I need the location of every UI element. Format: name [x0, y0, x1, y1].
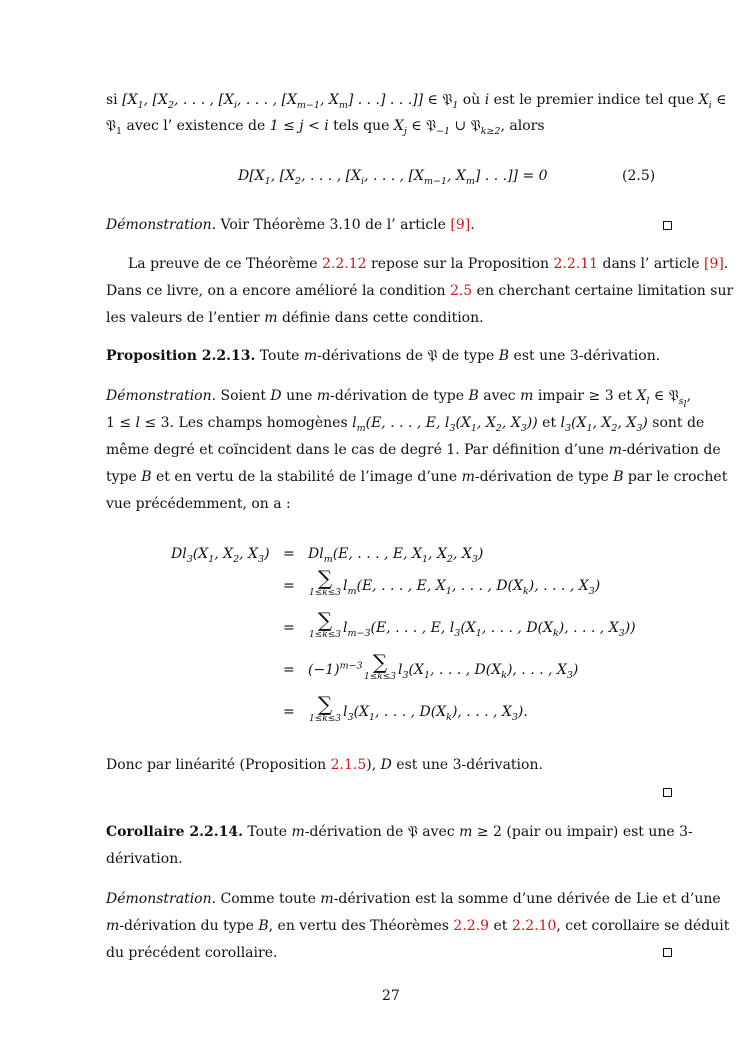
citation-link[interactable]: [9] [704, 256, 724, 272]
proof-2-line-4: type B et en vertu de la stabilité de l’image d’une m-dérivation de type B par le crochet [106, 469, 728, 485]
qed-symbol [663, 221, 672, 230]
proof-3-line-2: m-dérivation du type B, en vertu des Théorèmes 2.2.9 et 2.2.10, cet corollaire se déduit [106, 918, 730, 934]
eqarray-rhs-3: $l_{m-3}(E$, . . . , E, $l_3(X_1$, . . . , $D(X_k)$, . . . , $X_3$)) [343, 620, 636, 639]
ref-theorem-link[interactable]: 2.2.9 [453, 918, 490, 934]
proof-3-line-1: Démonstration. Comme toute m-dérivation est la somme d’une dérivée de Lie et d’une [106, 891, 721, 907]
eqarray-rhs-2: $l_m(E$, . . . , E, $X_1$, . . . , $D(X_k)$, . . . , $X_3$) [343, 578, 601, 597]
paragraph-line-2: Dans ce livre, on a encore amélioré la condition 2.5 en cherchant certaine limitation sur [106, 283, 734, 299]
eqarray-rhs-4b: $l_3(X_1$, . . . , $D(X_k)$, . . . , $X_3$) [398, 662, 579, 681]
corollary-2-2-14: Corollaire 2.2.14. Toute m-dérivation de 𝔓 avec m ≥ 2 (pair ou impair) est une 3- [106, 824, 693, 840]
eqarray-rhs-5: $l_3(X_1$, . . . , $D(X_k)$, . . . , $X_3$). [343, 704, 528, 723]
proof-3-line-3: du précédent corollaire. [106, 945, 278, 961]
ref-theorem-link[interactable]: 2.2.10 [511, 918, 557, 934]
proof-2-line-5: vue précédemment, on a : [106, 496, 291, 512]
proof-2-line-2: 1 ≤ l ≤ 3. Les champs homogènes $l_m(E$, . . . , E, $l_3(X_1$, $X_2$, $X_3$)) et $l_3(X_1$, $X_2$, $X_3$) sont de [106, 415, 705, 434]
eqarray-rhs-1: $Dl_m(E$, . . . , E, $X_1$, $X_2$, $X_3$) [308, 546, 484, 565]
equation-number: (2.5) [622, 168, 656, 184]
summation: ∑ 1≤k≤3 [309, 692, 341, 724]
summation: ∑ 1≤k≤3 [309, 608, 341, 640]
lemma-line-1: si [$X_1$, [$X_2$, . . . , [$X_i$, . . . , [$X_{m-1}$, $X_m$] . . .] . . .]] ∈ 𝔓$_1$ où i est le premier indice tel que $X_i$ ∈ [106, 92, 727, 111]
eq-sign: = [283, 546, 295, 562]
ref-proposition-link[interactable]: 2.1.5 [330, 757, 367, 773]
eq-sign: = [283, 578, 295, 594]
ref-proposition-link[interactable]: 2.2.11 [553, 256, 599, 272]
ref-theorem-link[interactable]: 2.2.12 [322, 256, 367, 272]
proof-2-line-1: Démonstration. Soient D une m-dérivation de type B avec m impair ≥ 3 et $X_l$ ∈ 𝔓$_{s_l}$, [106, 388, 692, 410]
eq-sign: = [283, 662, 295, 678]
qed-symbol [663, 788, 672, 797]
corollary-line-2: dérivation. [106, 851, 183, 867]
paragraph-line-3: les valeurs de l’entier m définie dans cette condition. [106, 310, 484, 326]
summation: ∑ 1≤k≤3 [364, 650, 396, 682]
proof-1: Démonstration. Voir Théorème 3.10 de l’ article [9]. [106, 217, 475, 233]
proposition-2-2-13: Proposition 2.2.13. Toute m-dérivations de 𝔓 de type B est une 3-dérivation. [106, 348, 661, 364]
proof-2-line-3: même degré et coïncident dans le cas de degré 1. Par définition d’une m-dérivation de [106, 442, 721, 458]
citation-link[interactable]: [9] [450, 217, 471, 233]
lemma-line-2: 𝔓$_1$ avec l’ existence de 1 ≤ j < i tels que $X_j$ ∈ 𝔓$_{-1}$ ∪ 𝔓$_{k\ge 2}$, alors [106, 118, 545, 137]
eq-sign: = [283, 704, 295, 720]
eqarray-row-1: $Dl_3(X_1$, $X_2$, $X_3$) [171, 546, 270, 565]
summation: ∑ 1≤k≤3 [309, 566, 341, 598]
proof-2-conclusion: Donc par linéarité (Proposition 2.1.5), D est une 3-dérivation. [106, 757, 543, 773]
page-number: 27 [382, 988, 400, 1004]
equation-2-5: $D[X_1$, [$X_2$, . . . , [$X_i$, . . . , [$X_{m-1}$, $X_m$] . . .]] = 0 [238, 168, 548, 187]
eq-sign: = [283, 620, 295, 636]
ref-equation-link[interactable]: 2.5 [449, 283, 473, 299]
qed-symbol [663, 948, 672, 957]
paragraph-line-1: La preuve de ce Théorème 2.2.12 repose sur la Proposition 2.2.11 dans l’ article [9]. [128, 256, 729, 272]
eqarray-rhs-4a: $(-1)^{m-3}$ [308, 660, 363, 678]
